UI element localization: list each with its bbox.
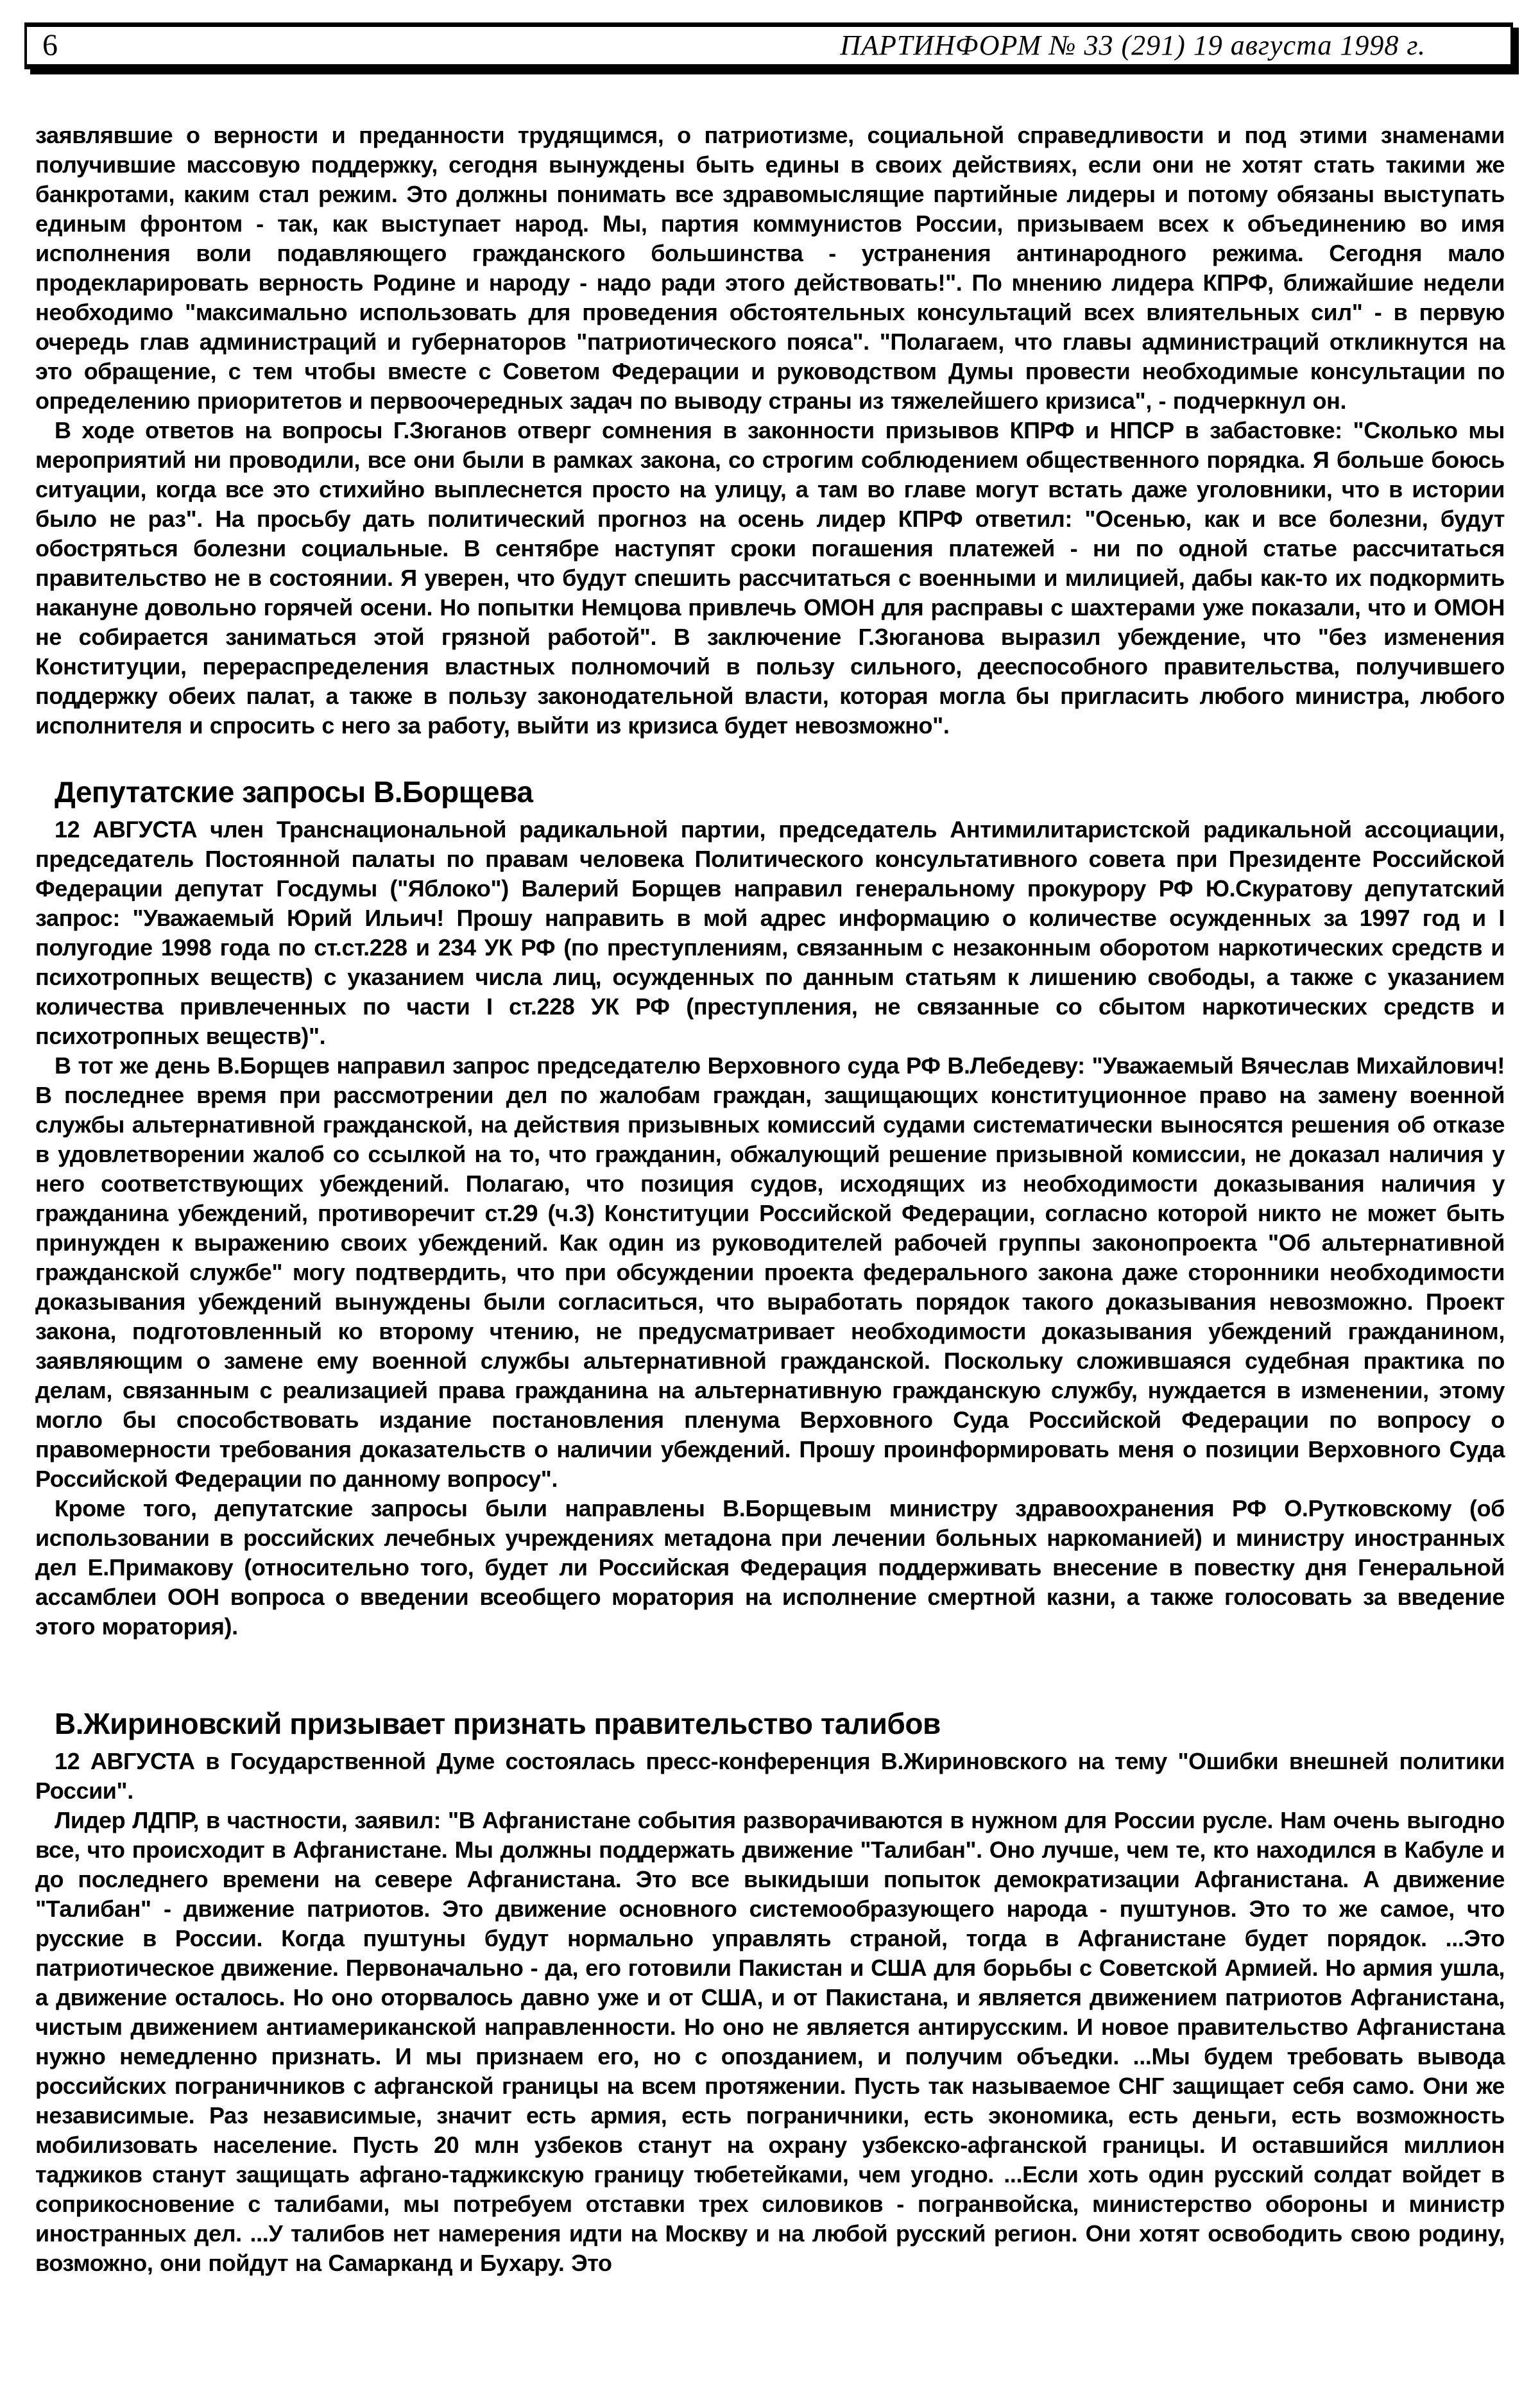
article-body <box>35 121 1505 2278</box>
paragraph: Кроме того, депутатские запросы были направлены В.Борщевым министру здравоохранения РФ О.Рутковскому (об использовании в российских лечебных учреждениях метадона при лечении больных наркоманией) и министру иностранных дел Е.Примакову (относительно того, будет ли Российская Федерация поддерживать внесение в повестку дня Генеральной ассамблеи ООН вопроса о введении всеобщего моратория на исполнение смертной казни, а также голосовать за введение этого моратория). <box>35 1495 1505 1640</box>
page-number: 6 <box>42 28 58 62</box>
paragraph: заявлявшие о верности и преданности трудящимся, о патриотизме, социальной справедливости и под этими знаменами получившие массовую поддержку, сегодня вынуждены быть едины в своих действиях, если они не хотят стать такими же банкротами, каким стал режим. Это должны понимать все здравомыслящие партийные лидеры и потому обязаны выступать единым фронтом - так, как выступает народ. Мы, партия коммунистов России, призываем всех к объединению во имя исполнения воли подавляющего гражданского большинства - устранения антинародного режима. Сегодня мало продекларировать верность Родине и народу - надо ради этого действовать!". По мнению лидера КПРФ, ближайшие недели необходимо "максимально использовать для проведения обстоятельных консультаций всех влиятельных сил" - в первую очередь глав администраций и губернаторов "патриотического пояса". "Полагаем, что главы администраций откликнутся на это обращение, с тем чтобы вместе с Советом Федерации и руководством Думы провести необходимые консультации по определению приоритетов и первоочередных задач по выводу страны из тяжелейшего кризиса", - подчеркнул он. <box>35 122 1505 414</box>
section-zhirinovsky-taliban <box>35 1707 1505 2278</box>
section-heading: Депутатские запросы В.Борщева <box>55 775 533 809</box>
section-heading: В.Жириновский призывает признать правительство талибов <box>55 1707 941 1740</box>
section-borshchev-requests <box>35 775 1505 1641</box>
paragraph: В ходе ответов на вопросы Г.Зюганов отверг сомнения в законности призывов КПРФ и НПСР в забастовке: "Сколько мы мероприятий ни проводили, все они были в рамках закона, со строгим соблюдением общественного порядка. Я больше боюсь ситуации, когда все это стихийно выплеснется просто на улицу, а там во главе могут встать даже уголовники, что в истории было не раз". На просьбу дать политический прогноз на осень лидер КПРФ ответил: "Осенью, как и все болезни, будут обостряться болезни социальные. В сентябре наступят сроки погашения платежей - ни по одной статье рассчитаться правительство не в состоянии. Я уверен, что будут спешить рассчитаться с военными и милицией, дабы как-то их подкормить накануне довольно горячей осени. Но попытки Немцова привлечь ОМОН для расправы с шахтерами уже показали, что и ОМОН не собирается заниматься этой грязной работой". В заключение Г.Зюганова выразил убеждение, что "без изменения Конституции, перераспределения властных полномочий в пользу сильного, дееспособного правительства, получившего поддержку обеих палат, а также в пользу законодательной власти, которая могла бы пригласить любого министра, любого исполнителя и спросить с него за работу, выйти из кризиса будет невозможно". <box>35 417 1505 739</box>
paragraph: Лидер ЛДПР, в частности, заявил: "В Афганистане события разворачиваются в нужном для России русле. Нам очень выгодно все, что происходит в Афганистане. Мы должны поддержать движение "Талибан". Оно лучше, чем те, кто находился в Кабуле и до последнего времени на севере Афганистана. Это все выкидыши попыток демократизации Афганистана. А движение "Талибан" - движение патриотов. Это движение основного системообразующего народа - пуштунов. Это то же самое, что русские в России. Когда пуштуны будут нормально управлять страной, тогда в Афганистане будет порядок. ...Это патриотическое движение. Первоначально - да, его готовили Пакистан и США для борьбы с Советской Армией. Но армия ушла, а движение осталось. Но оно оторвалось давно уже и от США, и от Пакистана, и является движением патриотов Афганистана, чистым движением антиамериканской направленности. Но оно не является антирусским. И новое правительство Афганистана нужно немедленно признать. И мы признаем его, но с опозданием, и получим объедки. ...Мы будем требовать вывода российских пограничников с афганской границы на всем протяжении. Пусть так называемое СНГ защищает себя само. Они же независимые. Раз независимые, значит есть армия, есть пограничники, есть экономика, есть деньги, есть возможность мобилизовать население. Пусть 20 млн узбеков станут на охрану узбекско-афганской границы. И оставшийся миллион таджиков станут защищать афгано-таджикскую границу тюбетейками, чем угодно. ...Если хоть один русский солдат войдет в соприкосновение с талибами, мы потребуем отставки трех силовиков - погранвойска, министерство обороны и министр иностранных дел. ...У талибов нет намерения идти на Москву и на любой русский регион. Они хотят освободить свою родину, возможно, они пойдут на Самарканд и Бухару. Это <box>35 1807 1505 2276</box>
issue-title: ПАРТИНФОРМ № 33 (291) 19 августа 1998 г. <box>840 30 1426 61</box>
section-zyuganov-continuation <box>35 121 1505 741</box>
paragraph: 12 АВГУСТА в Государственной Думе состоялась пресс-конференция В.Жириновского на тему "Ошибки внешней политики России". <box>35 1748 1505 1804</box>
paragraph: В тот же день В.Борщев направил запрос председателю Верховного суда РФ В.Лебедеву: "Уважаемый Вячеслав Михайлович! В последнее время при рассмотрении дел по жалобам граждан, защищающих конституционное право на замену военной службы альтернативной гражданской, на действия призывных комиссий судами систематически выносятся решения об отказе в удовлетворении жалоб со ссылкой на то, что гражданин, обжалующий решение призывной комиссии, не доказал наличия у него соответствующих убеждений. Полагаю, что позиция судов, исходящих из необходимости доказывания наличия у гражданина убеждений, противоречит ст.29 (ч.3) Конституции Российской Федерации, согласно которой никто не может быть принужден к выражению своих убеждений. Как один из руководителей рабочей группы законопроекта "Об альтернативной гражданской службе" могу подтвердить, что при обсуждении проекта федерального закона даже сторонники необходимости доказывания убеждений вынуждены были согласиться, что выработать порядок такого доказывания невозможно. Проект закона, подготовленный ко второму чтению, не предусматривает необходимости доказывания убеждений гражданином, заявляющим о замене ему военной службы альтернативной гражданской. Поскольку сложившаяся судебная практика по делам, связанным с реализацией права гражданина на альтернативную гражданскую службу, нуждается в изменении, этому могло бы способствовать издание постановления пленума Верховного Суда Российской Федерации по вопросу о правомерности требования доказательств о наличии убеждений. Прошу проинформировать меня о позиции Верховного Суда Российской Федерации по данному вопросу". <box>35 1052 1505 1492</box>
running-head <box>24 22 1513 69</box>
paragraph: 12 АВГУСТА член Транснациональной радикальной партии, председатель Антимилитаристской радикальной ассоциации, председатель Постоянной палаты по правам человека Политического консультативного совета при Президенте Российской Федерации депутат Госдумы ("Яблоко") Валерий Борщев направил генеральному прокурору РФ Ю.Скуратову депутатский запрос: "Уважаемый Юрий Ильич! Прошу направить в мой адрес информацию о количестве осужденных за 1997 год и I полугодие 1998 года по ст.ст.228 и 234 УК РФ (по преступлениям, связанным с незаконным оборотом наркотических средств и психотропных веществ) с указанием числа лиц, осужденных по данным статьям к лишению свободы, а также с указанием количества привлеченных по части I ст.228 УК РФ (преступления, не связанные со сбытом наркотических средств и психотропных веществ)". <box>35 816 1505 1049</box>
